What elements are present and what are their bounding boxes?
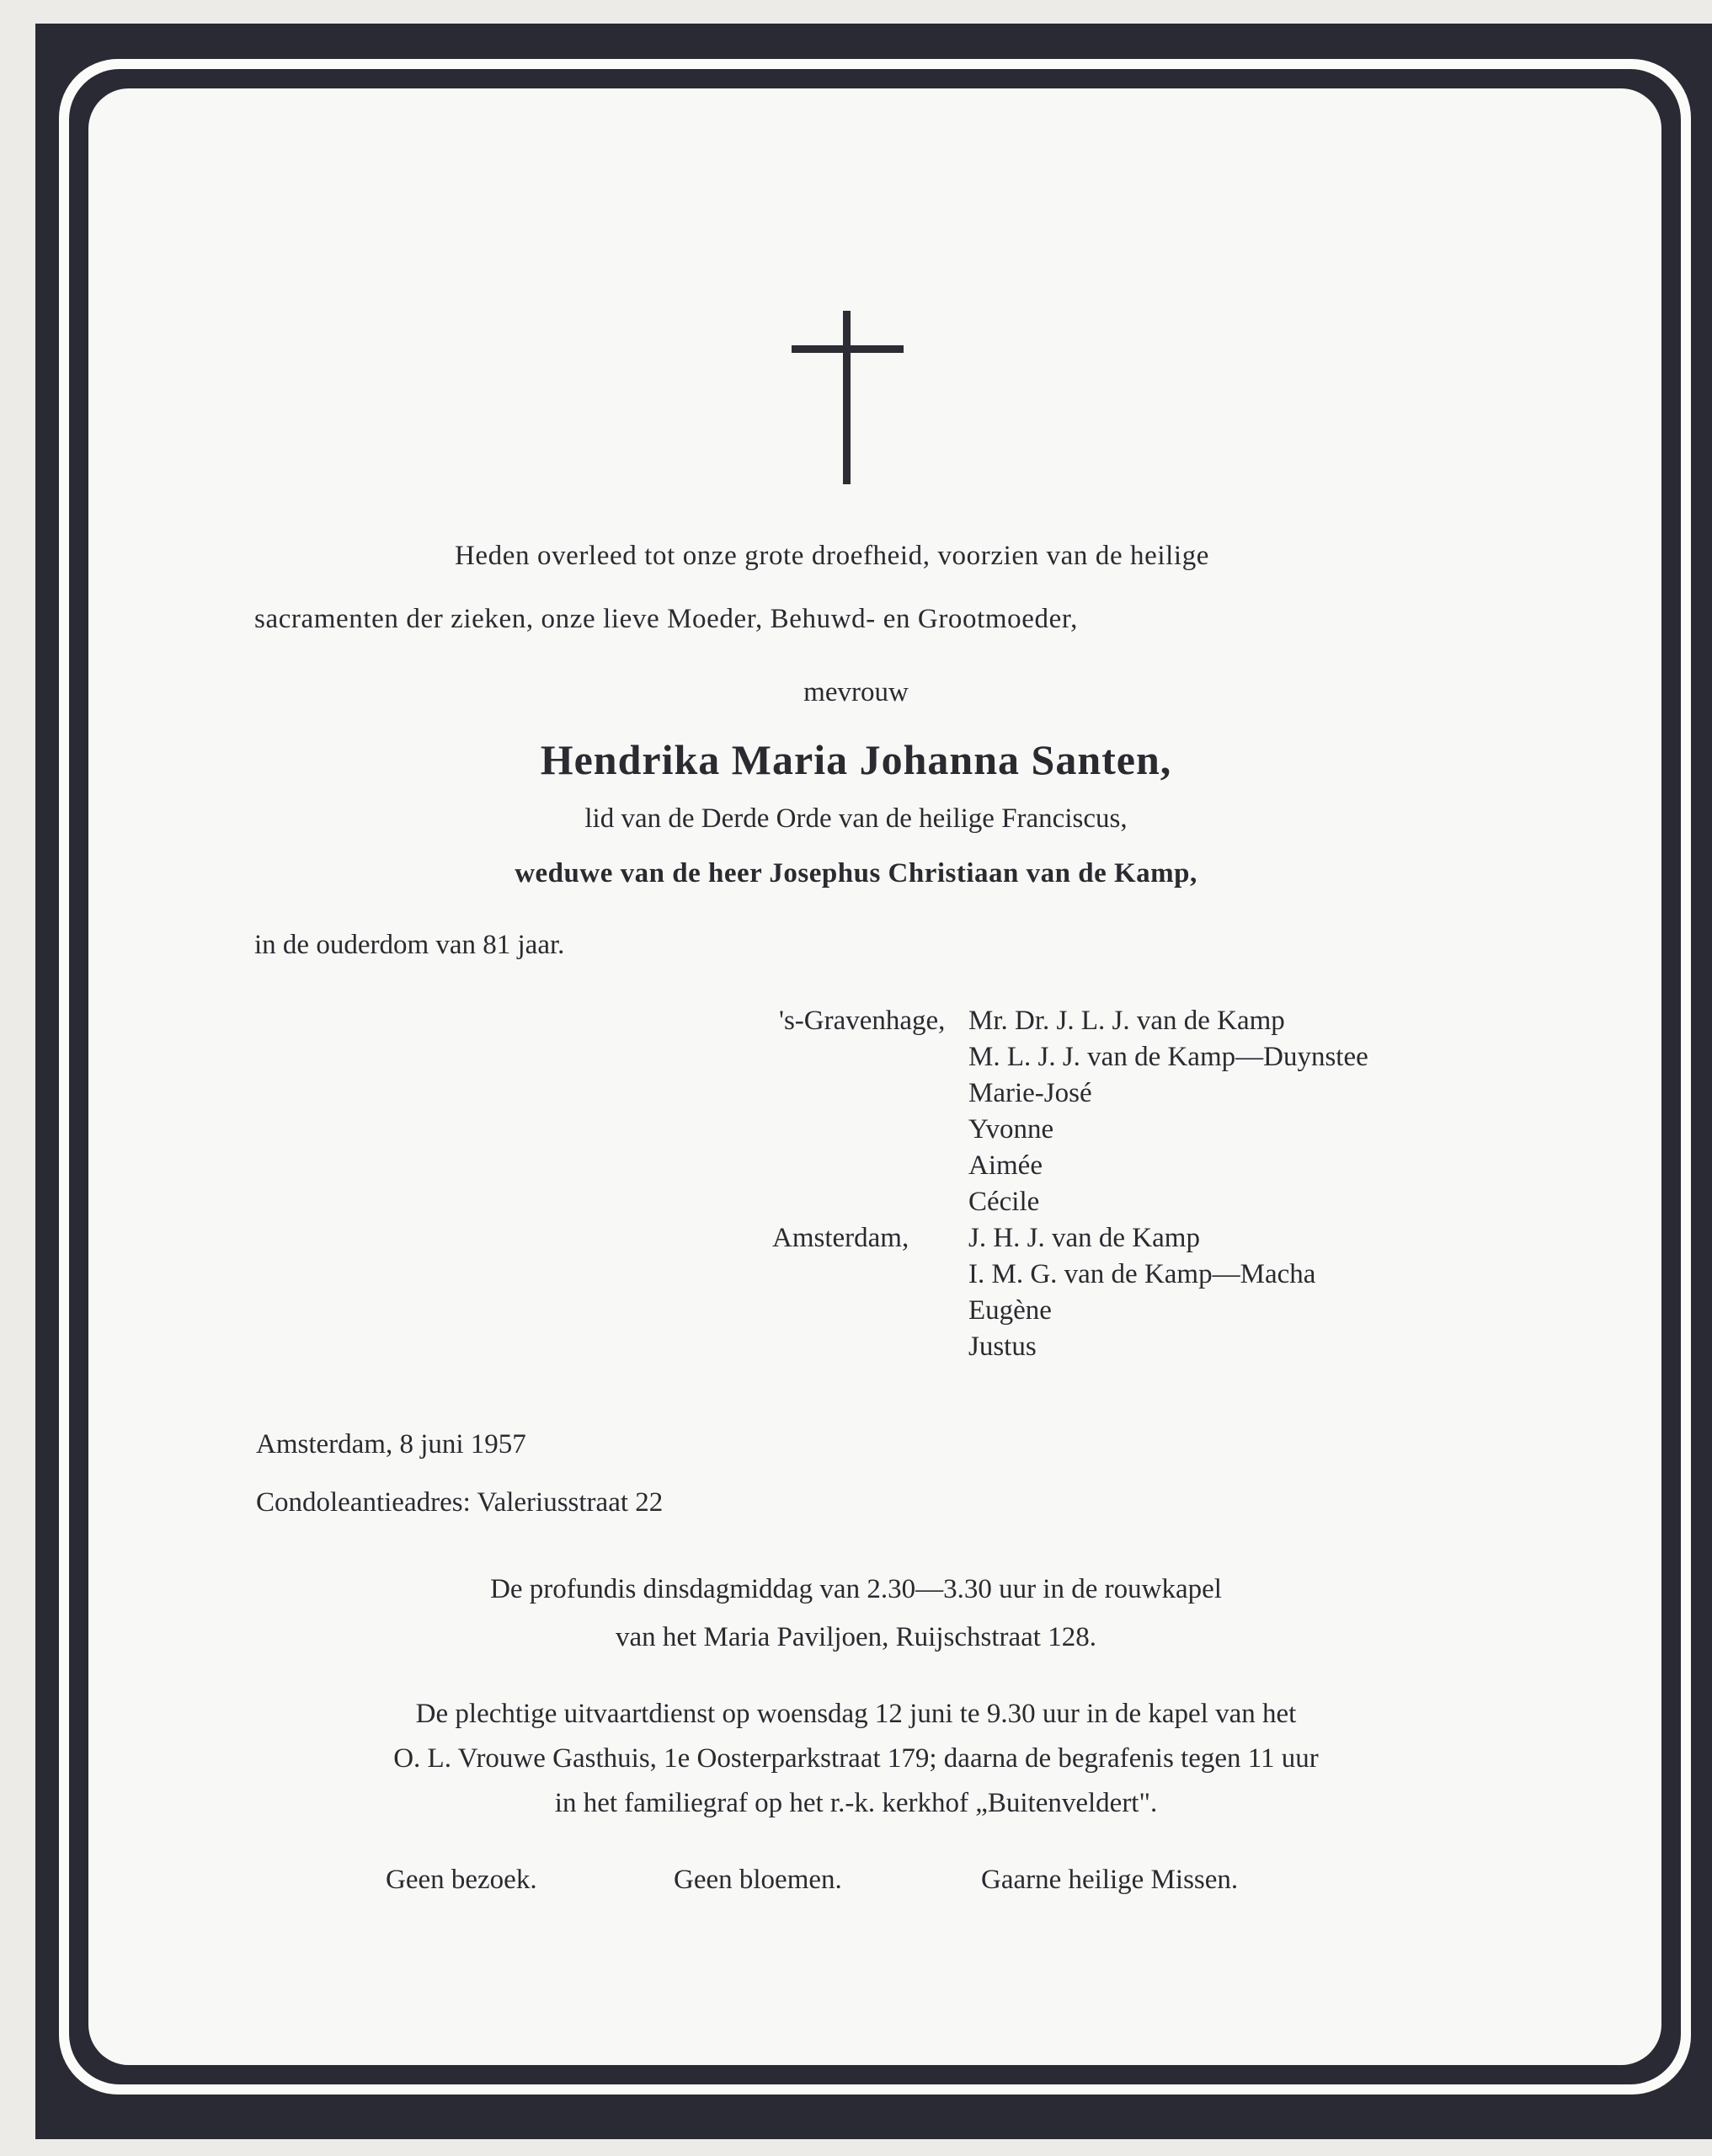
de-profundis-line-1: De profundis dinsdagmiddag van 2.30—3.30 uur in de rouwkapel xyxy=(490,1574,1222,1604)
mourner-place-den-haag: 's-Gravenhage, xyxy=(779,1006,946,1036)
mourner-name: I. M. G. van de Kamp—Macha xyxy=(968,1259,1316,1289)
membership: lid van de Derde Orde van de heilige Franciscus, xyxy=(584,803,1128,834)
funeral-line-3: in het familiegraf op het r.-k. kerkhof „Buitenveldert". xyxy=(554,1788,1158,1818)
honorific: mevrouw xyxy=(803,677,909,707)
mourner-name: Aimée xyxy=(968,1150,1043,1181)
funeral-line-1: De plechtige uitvaartdienst op woensdag 12 juni te 9.30 uur in de kapel van het xyxy=(415,1699,1297,1729)
mourner-name: Cécile xyxy=(968,1187,1040,1217)
condolence-address: Condoleantieadres: Valeriusstraat 22 xyxy=(256,1487,664,1518)
mourner-name: J. H. J. van de Kamp xyxy=(968,1223,1200,1253)
mourner-name: Yvonne xyxy=(968,1114,1054,1145)
place-date: Amsterdam, 8 juni 1957 xyxy=(256,1429,526,1460)
cross-icon xyxy=(843,311,851,484)
mourner-name: M. L. J. J. van de Kamp—Duynstee xyxy=(968,1042,1368,1072)
widow-of: weduwe van de heer Josephus Christiaan van de Kamp, xyxy=(515,858,1197,889)
closing-masses: Gaarne heilige Missen. xyxy=(981,1865,1239,1895)
intro-line-1: Heden overleed tot onze grote droefheid, voorzien van de heilige xyxy=(455,541,1210,571)
mourner-name: Mr. Dr. J. L. J. van de Kamp xyxy=(968,1006,1285,1036)
de-profundis-line-2: van het Maria Paviljoen, Ruijschstraat 128. xyxy=(616,1622,1096,1652)
mourner-name: Eugène xyxy=(968,1295,1052,1326)
mourner-place-amsterdam: Amsterdam, xyxy=(772,1223,909,1253)
closing-no-visit: Geen bezoek. xyxy=(386,1865,537,1895)
mourner-name: Marie-José xyxy=(968,1078,1092,1108)
funeral-line-2: O. L. Vrouwe Gasthuis, 1e Oosterparkstraat 179; daarna de begrafenis tegen 11 uur xyxy=(393,1743,1319,1774)
age-line: in de ouderdom van 81 jaar. xyxy=(254,930,565,960)
deceased-name: Hendrika Maria Johanna Santen, xyxy=(540,736,1172,783)
cross-icon-bar xyxy=(792,345,904,353)
closing-no-flowers: Geen bloemen. xyxy=(674,1865,842,1895)
intro-line-2: sacramenten der zieken, onze lieve Moeder, Behuwd- en Grootmoeder, xyxy=(254,604,1078,634)
mourner-name: Justus xyxy=(968,1331,1037,1362)
